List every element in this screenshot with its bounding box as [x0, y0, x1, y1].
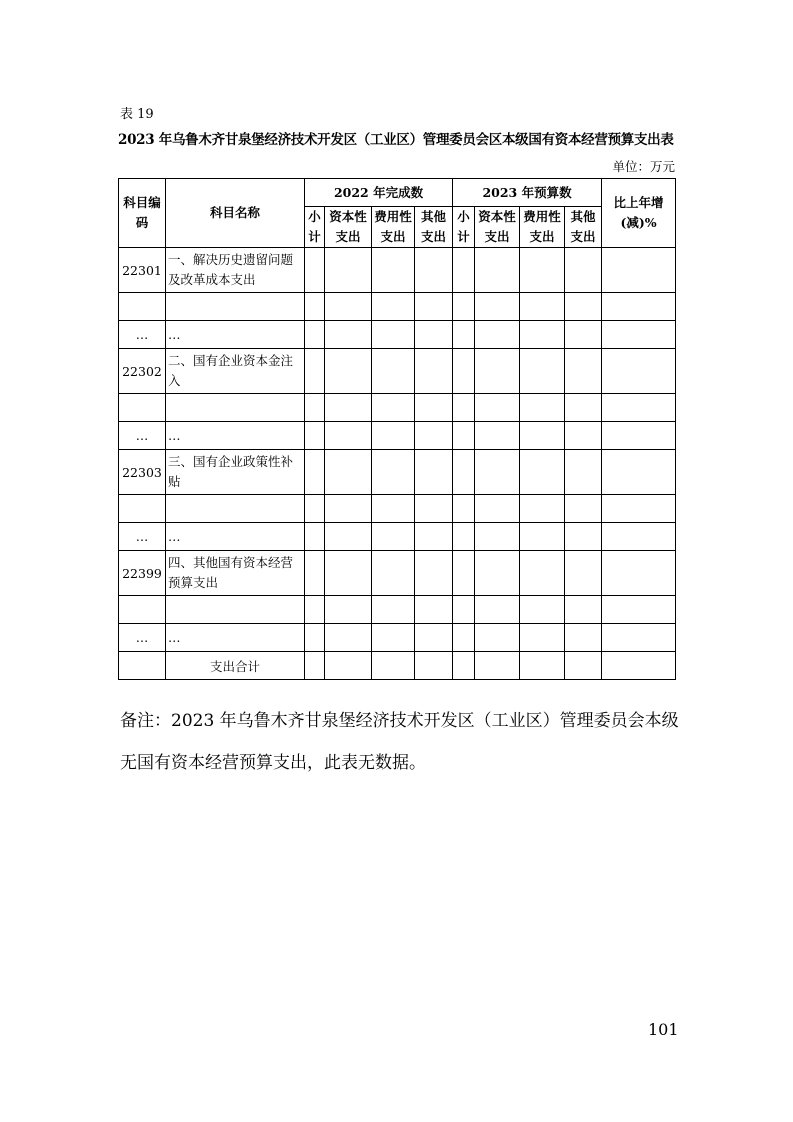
row-code: 22303 [119, 450, 166, 495]
value-cell [415, 349, 453, 394]
value-cell [565, 523, 602, 551]
footnote: 备注：2023 年乌鲁木齐甘泉堡经济技术开发区（工业区）管理委员会本级无国有资本经营预算支出，此表无数据。 [120, 711, 679, 773]
total-value-cell [602, 652, 676, 680]
row-code: 22301 [119, 248, 166, 293]
row-name: … [166, 321, 305, 349]
row-code [119, 596, 166, 624]
value-cell [475, 321, 520, 349]
total-label: 支出合计 [166, 652, 305, 680]
value-cell [325, 321, 372, 349]
value-cell [453, 321, 475, 349]
value-cell [453, 293, 475, 321]
value-cell [520, 248, 565, 293]
value-cell [475, 293, 520, 321]
total-value-cell [520, 652, 565, 680]
total-value-cell [565, 652, 602, 680]
value-cell [520, 293, 565, 321]
value-cell [475, 624, 520, 652]
header-name: 科目名称 [166, 179, 305, 248]
value-cell [565, 450, 602, 495]
table-row [119, 495, 676, 523]
header-2023-other: 其他支出 [565, 207, 602, 248]
value-cell [475, 248, 520, 293]
row-code: … [119, 422, 166, 450]
value-cell [453, 349, 475, 394]
value-cell [415, 248, 453, 293]
value-cell [415, 624, 453, 652]
value-cell [453, 394, 475, 422]
row-name [166, 293, 305, 321]
row-code [119, 495, 166, 523]
value-cell [415, 523, 453, 551]
value-cell [475, 450, 520, 495]
value-cell [520, 495, 565, 523]
value-cell [372, 422, 415, 450]
total-row [119, 652, 676, 680]
table-row [119, 321, 676, 349]
value-cell [305, 293, 325, 321]
table-row [119, 551, 676, 596]
value-cell [602, 248, 676, 293]
value-cell [602, 596, 676, 624]
table-row [119, 394, 676, 422]
value-cell [475, 596, 520, 624]
value-cell [565, 495, 602, 523]
value-cell [305, 394, 325, 422]
header-2022-expense: 费用性支出 [372, 207, 415, 248]
value-cell [520, 422, 565, 450]
table-row [119, 624, 676, 652]
header-change-pct: 比上年增(减)% [602, 179, 676, 248]
value-cell [565, 551, 602, 596]
value-cell [415, 293, 453, 321]
row-name: … [166, 422, 305, 450]
value-cell [520, 624, 565, 652]
table-row [119, 293, 676, 321]
total-value-cell [325, 652, 372, 680]
value-cell [565, 596, 602, 624]
header-2022-group: 2022 年完成数 [305, 179, 453, 207]
header-2022-capital: 资本性支出 [325, 207, 372, 248]
row-name: … [166, 523, 305, 551]
value-cell [520, 596, 565, 624]
value-cell [305, 422, 325, 450]
value-cell [305, 321, 325, 349]
value-cell [325, 450, 372, 495]
row-code: 22302 [119, 349, 166, 394]
row-code: … [119, 624, 166, 652]
value-cell [453, 596, 475, 624]
value-cell [372, 394, 415, 422]
budget-table [118, 178, 676, 680]
value-cell [602, 349, 676, 394]
row-code: … [119, 523, 166, 551]
value-cell [602, 321, 676, 349]
value-cell [305, 248, 325, 293]
value-cell [325, 293, 372, 321]
value-cell [415, 495, 453, 523]
value-cell [372, 321, 415, 349]
value-cell [565, 248, 602, 293]
table-row [119, 422, 676, 450]
value-cell [305, 551, 325, 596]
value-cell [453, 551, 475, 596]
value-cell [475, 495, 520, 523]
value-cell [602, 551, 676, 596]
value-cell [565, 349, 602, 394]
value-cell [372, 293, 415, 321]
header-2023-capital: 资本性支出 [475, 207, 520, 248]
value-cell [372, 523, 415, 551]
page-number: 101 [648, 1020, 679, 1039]
header-2022-other: 其他支出 [415, 207, 453, 248]
total-value-cell [453, 652, 475, 680]
value-cell [372, 495, 415, 523]
value-cell [453, 422, 475, 450]
value-cell [372, 624, 415, 652]
header-2022-subtotal: 小计 [305, 207, 325, 248]
value-cell [305, 495, 325, 523]
value-cell [305, 523, 325, 551]
value-cell [305, 450, 325, 495]
value-cell [325, 523, 372, 551]
value-cell [415, 394, 453, 422]
value-cell [372, 248, 415, 293]
row-code: 22399 [119, 551, 166, 596]
header-2023-group: 2023 年预算数 [453, 179, 602, 207]
value-cell [453, 248, 475, 293]
unit-label: 单位：万元 [612, 159, 675, 174]
value-cell [415, 450, 453, 495]
value-cell [372, 450, 415, 495]
total-code-cell [119, 652, 166, 680]
row-name: 二、国有企业资本金注入 [166, 349, 305, 394]
value-cell [602, 293, 676, 321]
value-cell [520, 450, 565, 495]
value-cell [325, 248, 372, 293]
value-cell [565, 624, 602, 652]
table-row [119, 349, 676, 394]
value-cell [602, 394, 676, 422]
value-cell [520, 394, 565, 422]
value-cell [475, 349, 520, 394]
value-cell [325, 394, 372, 422]
value-cell [415, 596, 453, 624]
table-row [119, 596, 676, 624]
table-body [119, 248, 676, 680]
value-cell [520, 551, 565, 596]
value-cell [415, 422, 453, 450]
value-cell [565, 321, 602, 349]
value-cell [475, 394, 520, 422]
table-row [119, 248, 676, 293]
value-cell [372, 349, 415, 394]
row-name: 三、国有企业政策性补贴 [166, 450, 305, 495]
value-cell [325, 349, 372, 394]
value-cell [565, 293, 602, 321]
value-cell [475, 551, 520, 596]
total-value-cell [305, 652, 325, 680]
value-cell [325, 495, 372, 523]
value-cell [602, 624, 676, 652]
header-2023-subtotal: 小计 [453, 207, 475, 248]
value-cell [520, 523, 565, 551]
row-name: 四、其他国有资本经营预算支出 [166, 551, 305, 596]
row-name [166, 495, 305, 523]
document-title: 2023 年乌鲁木齐甘泉堡经济技术开发区（工业区）管理委员会区本级国有资本经营预算支出表 [118, 132, 674, 148]
value-cell [602, 523, 676, 551]
row-code [119, 394, 166, 422]
value-cell [453, 450, 475, 495]
value-cell [325, 422, 372, 450]
value-cell [325, 596, 372, 624]
header-2023-expense: 费用性支出 [520, 207, 565, 248]
value-cell [305, 596, 325, 624]
table-number-label: 表 19 [120, 107, 154, 122]
row-code [119, 293, 166, 321]
value-cell [453, 624, 475, 652]
value-cell [565, 394, 602, 422]
row-name: … [166, 624, 305, 652]
value-cell [453, 523, 475, 551]
value-cell [565, 422, 602, 450]
value-cell [453, 495, 475, 523]
value-cell [415, 321, 453, 349]
total-value-cell [475, 652, 520, 680]
value-cell [415, 551, 453, 596]
value-cell [520, 349, 565, 394]
value-cell [475, 422, 520, 450]
value-cell [475, 523, 520, 551]
table-row [119, 450, 676, 495]
value-cell [325, 624, 372, 652]
row-code: … [119, 321, 166, 349]
value-cell [602, 495, 676, 523]
total-value-cell [415, 652, 453, 680]
row-name [166, 394, 305, 422]
header-code: 科目编码 [119, 179, 166, 248]
row-name [166, 596, 305, 624]
value-cell [372, 596, 415, 624]
row-name: 一、解决历史遗留问题及改革成本支出 [166, 248, 305, 293]
value-cell [305, 624, 325, 652]
value-cell [325, 551, 372, 596]
total-value-cell [372, 652, 415, 680]
value-cell [602, 450, 676, 495]
value-cell [372, 551, 415, 596]
value-cell [520, 321, 565, 349]
value-cell [305, 349, 325, 394]
table-row [119, 523, 676, 551]
value-cell [602, 422, 676, 450]
